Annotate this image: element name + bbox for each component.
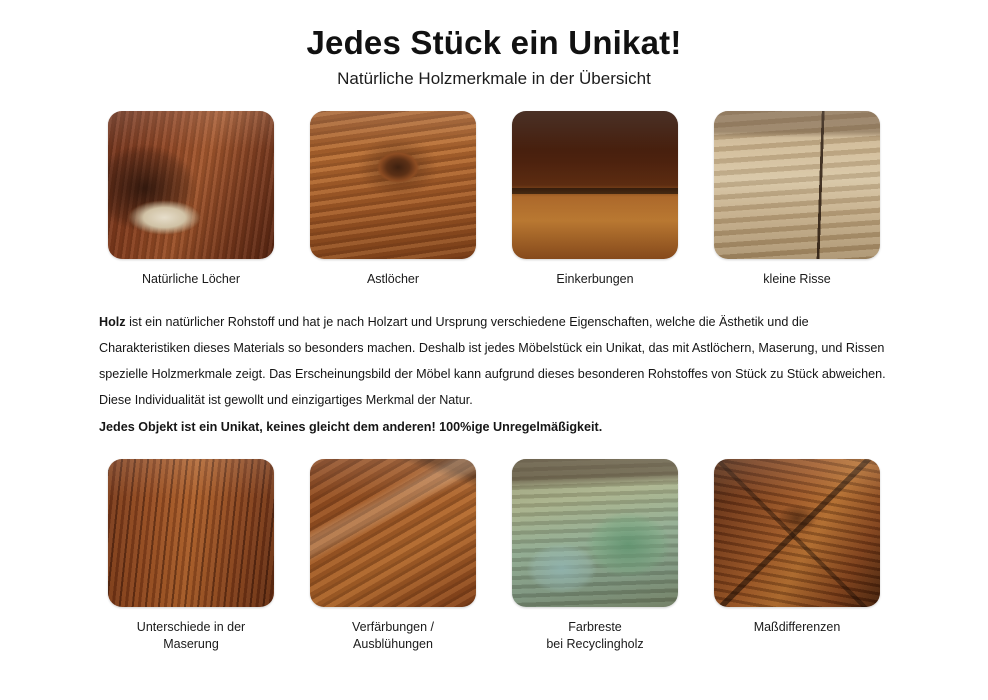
wood-photo-natuerliche-loecher <box>108 111 274 259</box>
top-tile-grid <box>0 111 988 288</box>
tile-natuerliche-loecher <box>108 111 274 288</box>
tile-astloecher <box>310 111 476 288</box>
tile-caption: Natürliche Löcher <box>142 272 240 287</box>
tile-caption: Einkerbungen <box>556 272 634 287</box>
tile-maserung <box>108 459 274 653</box>
wood-texture-discoloration <box>310 459 476 607</box>
page-title: Jedes Stück ein Unikat! <box>306 24 682 61</box>
caption-line-2: Maserung <box>163 637 219 652</box>
tile-caption: Maßdifferenzen <box>753 620 841 635</box>
caption-line-1: Farbreste <box>568 620 622 635</box>
closing-statement: Jedes Objekt ist ein Unikat, keines gleicht dem anderen! 100%ige Unregelmäßigkeit. <box>99 420 603 435</box>
tile-kleine-risse <box>714 111 880 288</box>
tile-caption: Verfärbungen / Ausblühungen <box>351 620 434 652</box>
description-paragraph <box>99 310 889 413</box>
wood-photo-einkerbungen <box>512 111 678 259</box>
wood-texture-holes <box>108 111 274 259</box>
caption-line-1: Unterschiede in der <box>136 620 246 635</box>
wood-photo-farbreste <box>512 459 678 607</box>
header <box>0 0 988 89</box>
tile-massdifferenzen <box>714 459 880 653</box>
tile-caption <box>137 619 245 653</box>
tile-caption <box>546 619 643 653</box>
wood-photo-astloecher <box>310 111 476 259</box>
tile-caption: kleine Risse <box>763 272 831 287</box>
tile-caption: Astlöcher <box>366 272 420 287</box>
wood-photo-maserung <box>108 459 274 607</box>
description-text: ist ein natürlicher Rohstoff und hat je nach Holzart und Ursprung verschiedene Eigenschaften, welche die Ästhetik und die Charakteristiken dieses Materials so besonders machen. Deshalb ist jedes Möbelstück ein Unikat, das mit Astlöchern, Maserung, und Rissen spezielle Holzmerkmale zeigt. Das Erscheinungsbild der Möbel kann aufgrund dieses besonderen Rohstoffes von Stück zu Stück abweichen. Diese Individualität ist gewollt und einzigartiges Merkmal der Natur. <box>99 315 886 407</box>
wood-texture-paint-remnants <box>512 459 678 607</box>
wood-texture-cube-corner <box>714 459 880 607</box>
wood-texture-grain-variation <box>108 459 274 607</box>
description-block <box>99 310 889 441</box>
page-subtitle: Natürliche Holzmerkmale in der Übersicht <box>337 68 651 88</box>
tile-verfaerbungen <box>310 459 476 653</box>
wood-photo-massdifferenzen <box>714 459 880 607</box>
wood-texture-notch <box>512 111 678 259</box>
tile-farbreste <box>512 459 678 653</box>
caption-line-2: bei Recyclingholz <box>546 637 644 652</box>
wood-photo-verfaerbungen <box>310 459 476 607</box>
wood-photo-kleine-risse <box>714 111 880 259</box>
wood-texture-crack <box>714 111 880 259</box>
lead-word: Holz <box>99 315 126 330</box>
bottom-tile-grid <box>0 459 988 653</box>
tile-einkerbungen <box>512 111 678 288</box>
wood-texture-knot <box>310 111 476 259</box>
